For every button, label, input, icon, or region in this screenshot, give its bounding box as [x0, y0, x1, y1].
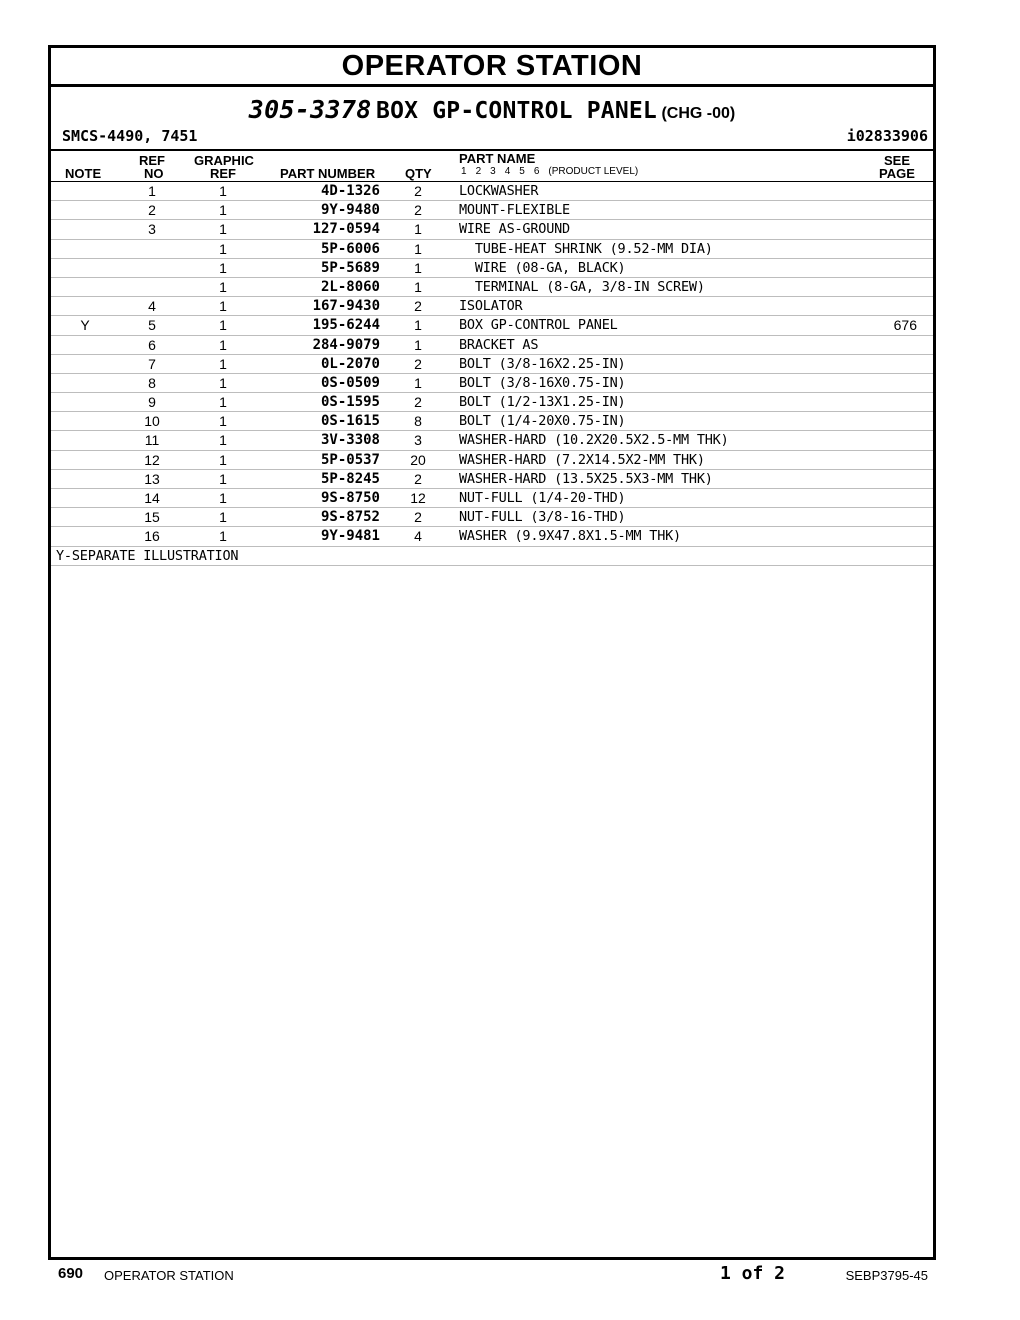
footer-page-of: 1 of 2 [720, 1263, 786, 1284]
part-name-cell: WASHER-HARD (13.5X25.5X3-MM THK) [459, 470, 713, 487]
part-number-cell: 9Y-9481 [320, 528, 380, 545]
qty-cell: 2 [414, 355, 422, 372]
graphic-ref-cell: 1 [219, 221, 227, 238]
graphic-ref-cell: 1 [219, 451, 227, 468]
see-page-cell: 676 [893, 317, 917, 334]
parts-table-body [51, 182, 933, 547]
smcs-row [51, 127, 933, 149]
note-cell: Y [80, 317, 90, 334]
part-name-cell: WIRE AS-GROUND [459, 221, 570, 238]
page-footer [0, 1260, 1020, 1290]
ref-no-cell: 8 [148, 374, 156, 391]
footnote: Y-SEPARATE ILLUSTRATION [56, 547, 239, 564]
qty-cell: 20 [410, 451, 426, 468]
part-number-cell: 0L-2070 [320, 355, 380, 372]
part-name-cell: WASHER-HARD (7.2X14.5X2-MM THK) [459, 451, 705, 468]
ref-no-cell: 16 [144, 528, 160, 545]
product-levels [461, 166, 647, 177]
header-see-top: SEE [884, 153, 911, 168]
ref-no-cell: 4 [148, 298, 156, 315]
graphic-ref-cell: 1 [219, 432, 227, 449]
table-row [51, 393, 933, 412]
qty-cell: 1 [414, 259, 422, 276]
graphic-ref-cell: 1 [219, 317, 227, 334]
ref-no-cell: 14 [144, 490, 160, 506]
part-number-cell: 2L-8060 [320, 278, 380, 295]
table-row [51, 201, 933, 220]
parts-page-frame [48, 45, 936, 1260]
qty-cell: 1 [414, 317, 422, 334]
graphic-ref-cell: 1 [219, 259, 227, 276]
graphic-ref-cell: 1 [219, 202, 227, 219]
graphic-ref-cell: 1 [219, 394, 227, 411]
ref-no-cell: 1 [148, 183, 156, 199]
footer-page-number: 690 [58, 1265, 84, 1282]
qty-cell: 3 [414, 432, 422, 449]
graphic-ref-cell: 1 [219, 490, 227, 506]
header-graphic-top: GRAPHIC [194, 153, 254, 168]
part-number-cell: 5P-5689 [320, 259, 380, 276]
table-row [51, 470, 933, 489]
product-level-1: 1 [461, 166, 467, 177]
qty-cell: 4 [414, 528, 422, 545]
part-name-cell: NUT-FULL (3/8-16-THD) [459, 509, 626, 526]
table-row [51, 259, 933, 278]
part-name-cell: WASHER-HARD (10.2X20.5X2.5-MM THK) [459, 432, 729, 449]
part-number-cell: 0S-1595 [320, 394, 380, 411]
part-number-cell: 167-9430 [312, 298, 380, 315]
part-number-cell: 9S-8752 [320, 509, 380, 526]
qty-cell: 1 [414, 240, 422, 257]
graphic-ref-cell: 1 [219, 278, 227, 295]
graphic-ref-cell: 1 [219, 298, 227, 315]
ref-no-cell: 6 [148, 336, 156, 353]
header-ref-top: REF [139, 153, 165, 168]
part-name-cell: ISOLATOR [459, 298, 523, 315]
group-name: BOX GP-CONTROL PANEL [376, 98, 657, 124]
ref-no-cell: 15 [144, 509, 160, 526]
table-row [51, 220, 933, 239]
header-note: NOTE [65, 166, 102, 181]
part-number-cell: 4D-1326 [320, 183, 380, 199]
header-graphic-bottom: REF [210, 166, 236, 181]
graphic-ref-cell: 1 [219, 509, 227, 526]
table-row [51, 240, 933, 259]
header-part-name: PART NAME [459, 151, 536, 166]
product-level-5: 5 [519, 166, 525, 177]
product-level-label: (PRODUCT LEVEL) [548, 166, 639, 177]
part-number-cell: 9Y-9480 [320, 202, 380, 219]
qty-cell: 2 [414, 394, 422, 411]
part-number-cell: 0S-0509 [320, 374, 380, 391]
qty-cell: 2 [414, 183, 422, 199]
product-level-6: 6 [533, 166, 540, 177]
section-title: OPERATOR STATION [51, 48, 933, 87]
part-name-cell: BOLT (3/8-16X2.25-IN) [459, 355, 626, 372]
graphic-ref-cell: 1 [219, 240, 227, 257]
table-row [51, 374, 933, 393]
part-name-cell: TERMINAL (8-GA, 3/8-IN SCREW) [459, 278, 705, 295]
qty-cell: 12 [410, 490, 426, 506]
part-name-cell: WASHER (9.9X47.8X1.5-MM THK) [459, 528, 681, 545]
qty-cell: 2 [414, 202, 422, 219]
header-see-bottom: PAGE [879, 166, 915, 181]
illustration-id: i02833906 [846, 127, 928, 145]
table-row [51, 316, 933, 335]
ref-no-cell: 9 [148, 394, 156, 411]
qty-cell: 8 [414, 413, 422, 430]
ref-no-cell: 7 [148, 355, 156, 372]
part-name-cell: MOUNT-FLEXIBLE [459, 202, 570, 219]
part-number-cell: 9S-8750 [320, 490, 380, 506]
table-row [51, 278, 933, 297]
ref-no-cell: 2 [148, 202, 156, 219]
part-name-cell: BOLT (3/8-16X0.75-IN) [459, 374, 626, 391]
qty-cell: 2 [414, 298, 422, 315]
table-row [51, 355, 933, 374]
ref-no-cell: 10 [144, 413, 160, 430]
ref-no-cell: 12 [144, 451, 160, 468]
group-change: (CHG -00) [661, 105, 736, 122]
graphic-ref-cell: 1 [219, 336, 227, 353]
part-number-cell: 5P-0537 [320, 451, 380, 468]
header-part-number: PART NUMBER [280, 166, 376, 181]
header-qty: QTY [405, 166, 432, 181]
table-row [51, 431, 933, 450]
group-part-number: 305-3378 [248, 95, 372, 124]
part-name-cell: BOLT (1/4-20X0.75-IN) [459, 413, 626, 430]
part-name-cell: WIRE (08-GA, BLACK) [459, 259, 626, 276]
footnote-row [51, 547, 933, 566]
graphic-ref-cell: 1 [219, 374, 227, 391]
group-title [51, 95, 933, 125]
table-row [51, 489, 933, 508]
part-number-cell: 5P-6006 [320, 240, 380, 257]
table-row [51, 451, 933, 470]
ref-no-cell: 3 [148, 221, 156, 238]
qty-cell: 1 [414, 221, 422, 238]
table-row [51, 297, 933, 316]
product-level-4: 4 [504, 166, 511, 177]
smcs-code: SMCS-4490, 7451 [62, 127, 198, 145]
header-ref-bottom: NO [144, 166, 164, 181]
table-header [51, 149, 933, 182]
part-name-cell: BRACKET AS [459, 336, 539, 353]
table-row [51, 508, 933, 527]
product-level-2: 2 [475, 166, 482, 177]
part-number-cell: 195-6244 [312, 317, 380, 334]
graphic-ref-cell: 1 [219, 470, 227, 487]
table-row [51, 527, 933, 546]
qty-cell: 2 [414, 509, 422, 526]
footer-section: OPERATOR STATION [104, 1268, 234, 1283]
qty-cell: 2 [414, 470, 422, 487]
ref-no-cell: 5 [148, 317, 156, 334]
part-number-cell: 5P-8245 [320, 470, 380, 487]
qty-cell: 1 [414, 278, 422, 295]
part-name-cell: TUBE-HEAT SHRINK (9.52-MM DIA) [459, 240, 713, 257]
qty-cell: 1 [414, 336, 422, 353]
part-name-cell: BOX GP-CONTROL PANEL [459, 317, 618, 334]
footer-document: SEBP3795-45 [845, 1268, 928, 1283]
ref-no-cell: 13 [144, 470, 160, 487]
ref-no-cell: 11 [144, 432, 160, 449]
qty-cell: 1 [414, 374, 422, 391]
part-number-cell: 127-0594 [312, 221, 380, 238]
graphic-ref-cell: 1 [219, 355, 227, 372]
table-row [51, 412, 933, 431]
part-number-cell: 0S-1615 [320, 413, 380, 430]
table-row [51, 182, 933, 201]
part-number-cell: 3V-3308 [320, 432, 380, 449]
graphic-ref-cell: 1 [219, 183, 227, 199]
part-name-cell: NUT-FULL (1/4-20-THD) [459, 490, 626, 506]
part-name-cell: LOCKWASHER [459, 183, 539, 199]
table-row [51, 336, 933, 355]
graphic-ref-cell: 1 [219, 413, 227, 430]
part-name-cell: BOLT (1/2-13X1.25-IN) [459, 394, 626, 411]
graphic-ref-cell: 1 [219, 528, 227, 545]
part-number-cell: 284-9079 [312, 336, 380, 353]
product-level-3: 3 [490, 166, 496, 177]
